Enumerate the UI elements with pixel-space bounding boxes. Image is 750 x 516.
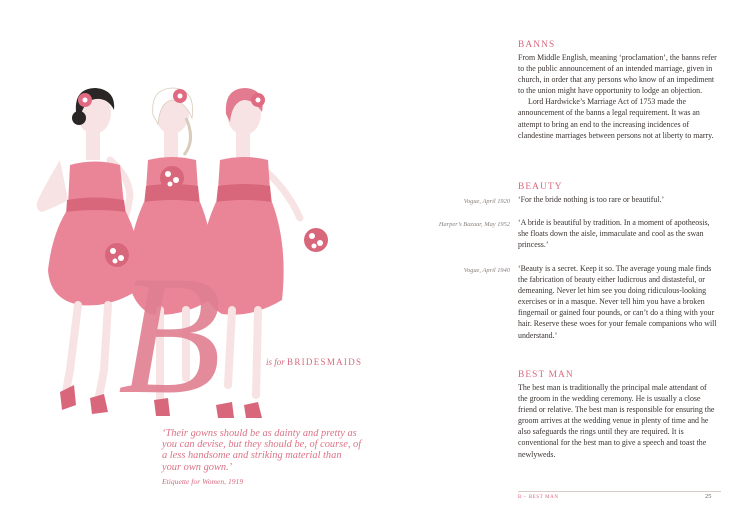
right-page — [375, 0, 750, 516]
hair-flower-icon — [78, 93, 92, 107]
beauty-quote-3: ‘Beauty is a secret. Keep it so. The average young male finds the fabrication of beauty either ludicrous and distasteful, or demeaning. Never let him see you doing ridiculous-looking exercises or in a masque. Never tell him you have a broken fingernail or gained four pounds, or can’t do a thing with your hair. Reserve these woes for your female companions who will understand.’ — [518, 264, 717, 340]
heading-banns: BANNS — [518, 40, 556, 50]
beauty-quote-2: ‘A bride is beautiful by tradition. In a moment of apotheosis, she floats down the aisle, immaculate and cool as the swan princess.’ — [518, 218, 710, 250]
bouquet-icon — [160, 166, 184, 190]
hair-flower-icon — [173, 89, 187, 103]
heading-best-man: BEST MAN — [518, 370, 574, 380]
hair-flower-icon — [251, 93, 265, 107]
citation-2: Harper’s Bazaar, May 1952 — [438, 221, 510, 228]
heading-beauty: BEAUTY — [518, 182, 563, 192]
banns-paragraph-1: From Middle English, meaning ‘proclamation’, the banns refer to the public announcement of an intended marriage, given in church, in order that any persons who know of an impediment to the union might have opportunity to lodge an objection. — [518, 53, 717, 96]
is-for-text: is for — [266, 357, 285, 367]
bouquet-icon — [304, 228, 328, 252]
page-number: 25 — [705, 493, 712, 500]
citation-1: Vogue, April 1920 — [463, 198, 510, 205]
pull-quote-text: ‘Their gowns should be as dainty and pretty as you can devise, but they should be, of course, of a less handsome and striking material than your own gown.’ — [162, 428, 362, 473]
banns-paragraph-2: Lord Hardwicke’s Marriage Act of 1753 made the announcement of the banns a legal requirement. It was an attempt to bring an end to the increasing incidences of clandestine marriages between persons not at liberty to marry. — [518, 97, 714, 140]
best-man-body: The best man is traditionally the principal male attendant of the groom in the wedding ceremony. He is usually a close friend or relative. The best man is responsible for ensuring the groom arrives at the wedding venue in plenty of time and he also safeguards the rings until they are required. It is conventional for the best man to give a speech and toast the newlyweds. — [518, 383, 715, 459]
letter-caption — [266, 357, 362, 367]
beauty-quote-1: ‘For the bride nothing is too rare or beautiful.’ — [518, 195, 665, 204]
pull-quote-source: Etiquette for Women, 1919 — [162, 476, 244, 486]
citation-3: Vogue, April 1940 — [463, 267, 510, 274]
footer-rule — [518, 491, 721, 492]
running-footer: B – BEST MAN — [518, 495, 559, 500]
banns-body — [518, 52, 718, 141]
drop-letter: B — [118, 241, 222, 429]
for-word: BRIDESMAIDS — [287, 357, 363, 367]
pull-quote — [162, 428, 362, 487]
